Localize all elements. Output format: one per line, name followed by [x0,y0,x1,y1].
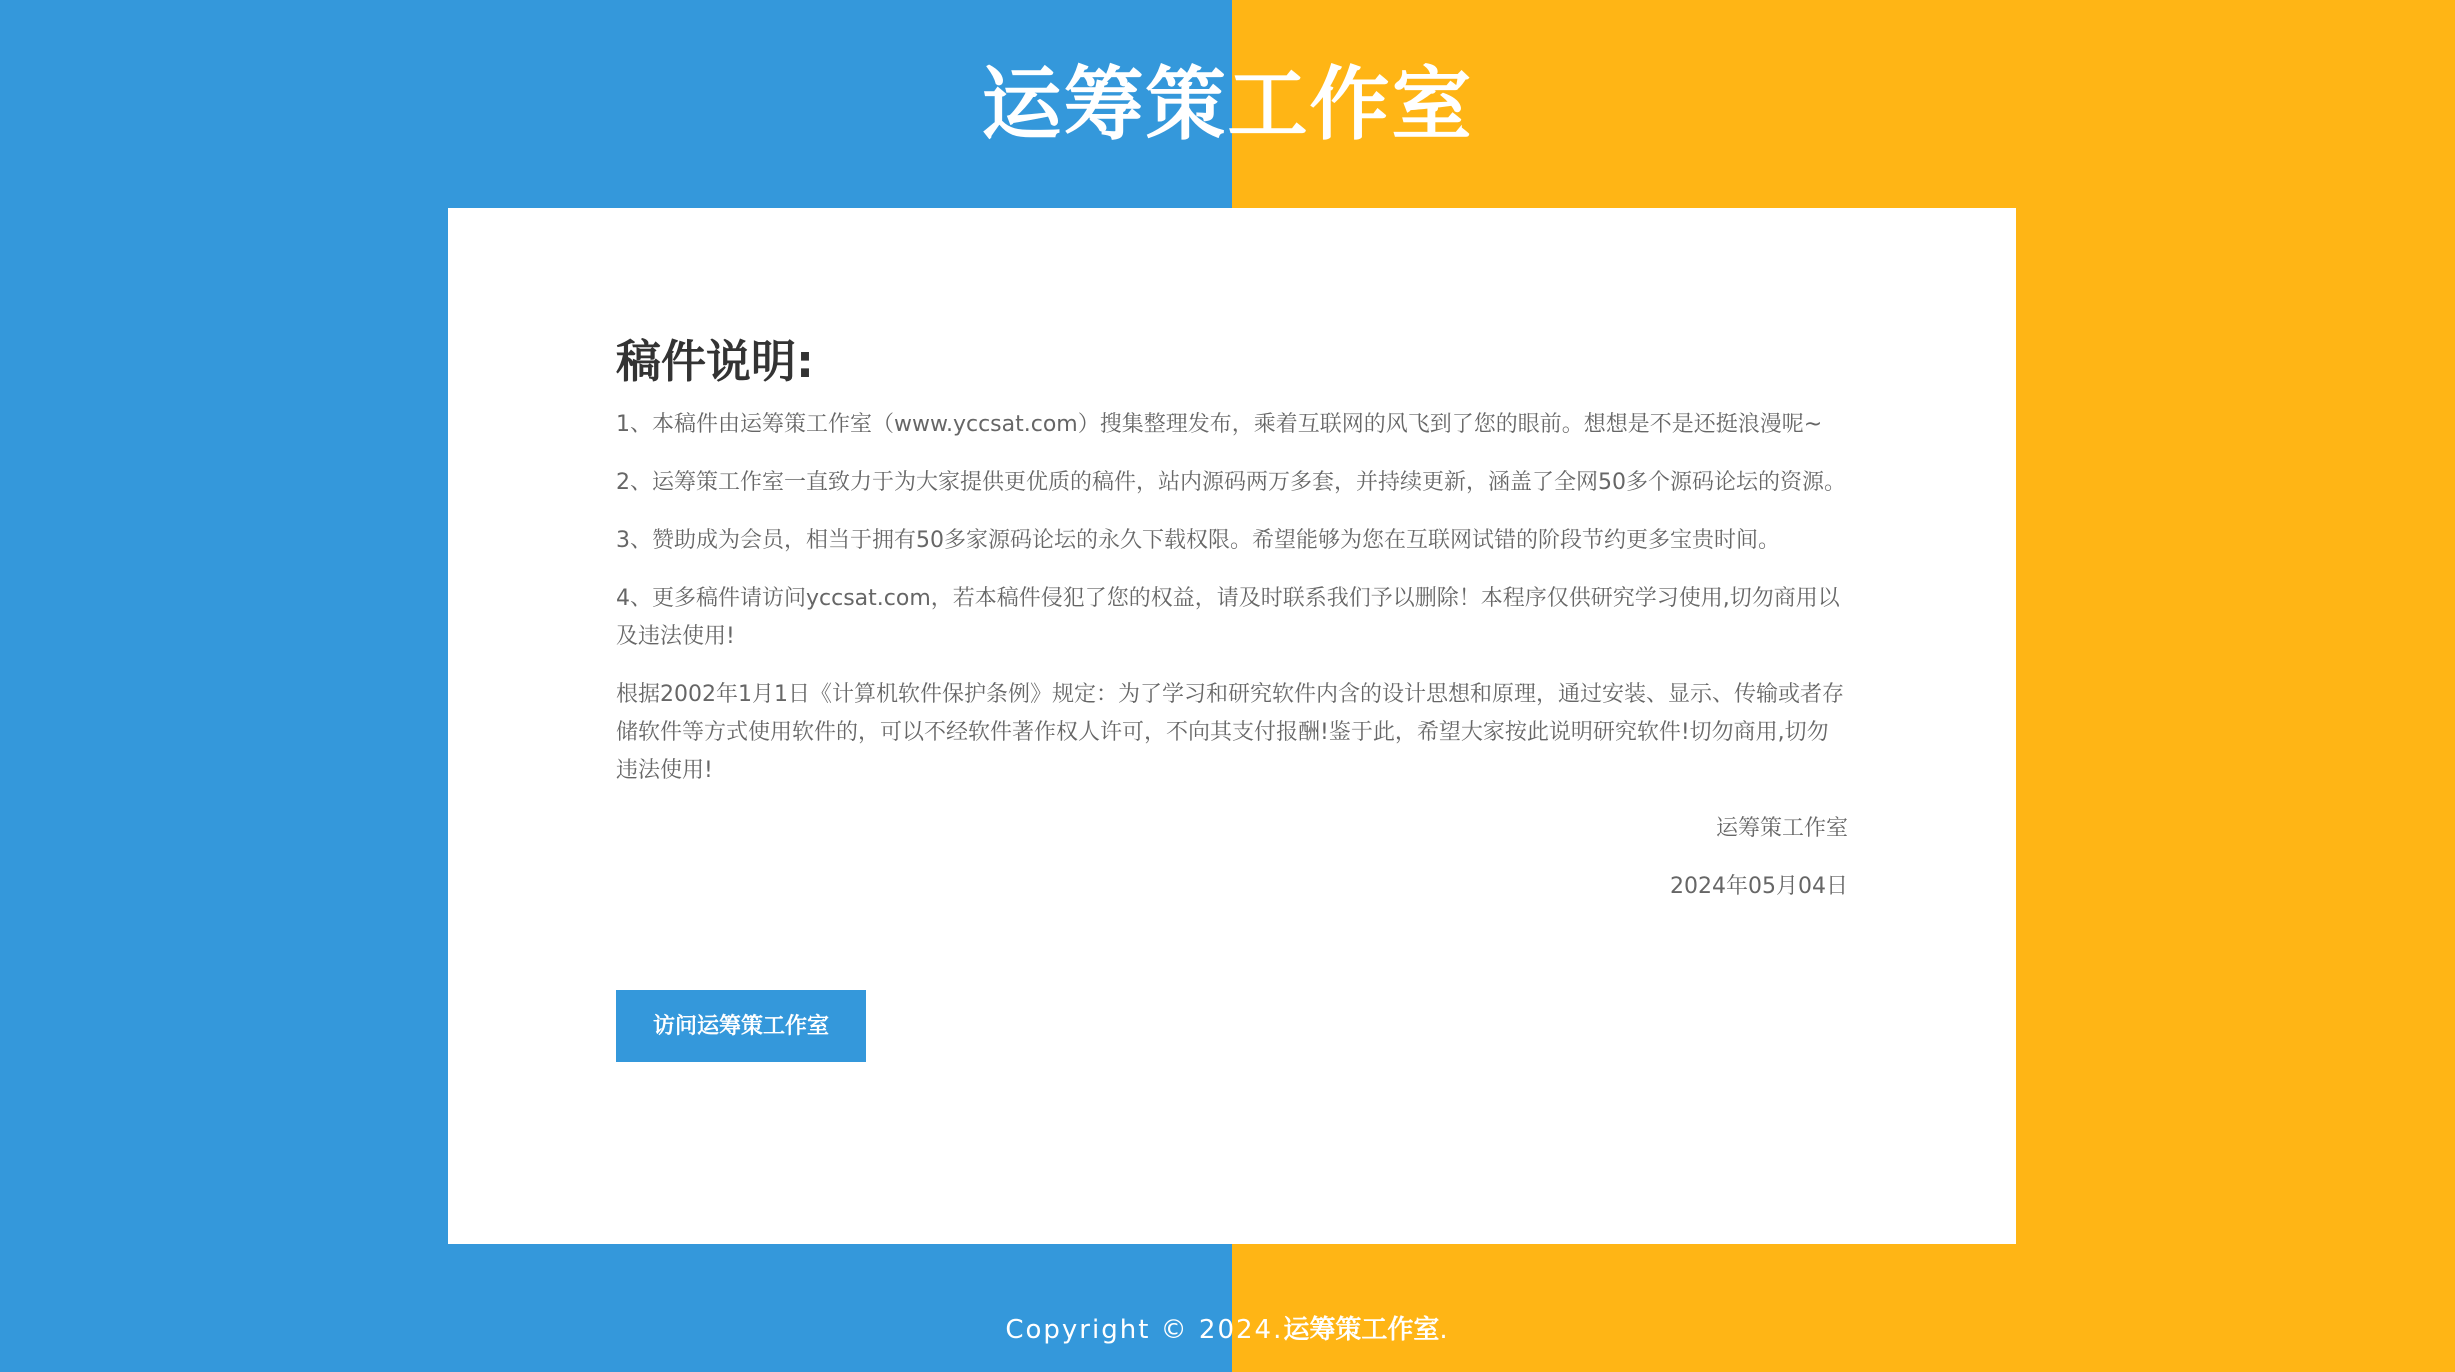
footer-period: . [1439,1315,1450,1345]
legal-notice-paragraph: 根据2002年1月1日《计算机软件保护条例》规定：为了学习和研究软件内含的设计思想和原理，通过安装、显示、传输或者存储软件等方式使用软件的，可以不经软件著作权人许可，不向其支付报酬!鉴于此，希望大家按此说明研究软件!切勿商用,切勿违法使用! [616,682,1844,783]
footer [0,1310,2455,1350]
visit-studio-button[interactable]: 访问运筹策工作室 [616,990,866,1062]
signature-date: 2024年05月04日 [1670,874,1848,899]
notice-paragraph-4: 4、更多稿件请访问yccsat.com，若本稿件侵犯了您的权益，请及时联系我们予以删除！本程序仅供研究学习使用,切勿商用以及违法使用! [616,586,1840,649]
notice-paragraph-2: 2、运筹策工作室一直致力于为大家提供更优质的稿件，站内源码两万多套，并持续更新，涵盖了全网50多个源码论坛的资源。 [616,470,1846,495]
signature: 运筹策工作室 [1715,816,1848,841]
notice-paragraph-3: 3、赞助成为会员，相当于拥有50多家源码论坛的永久下载权限。希望能够为您在互联网试错的阶段节约更多宝贵时间。 [616,528,1780,553]
notice-heading: 稿件说明: [616,335,814,388]
site-title: 运筹策工作室 [981,58,1474,151]
notice-paragraph-1: 1、本稿件由运筹策工作室（www.yccsat.com）搜集整理发布，乘着互联网的风飞到了您的眼前。想想是不是还挺浪漫呢~ [616,412,1823,437]
notice-card [448,208,2016,1244]
footer-copyright: Copyright © 2024. [1005,1315,1284,1345]
footer-studio-link[interactable]: 运筹策工作室 [1283,1315,1440,1345]
